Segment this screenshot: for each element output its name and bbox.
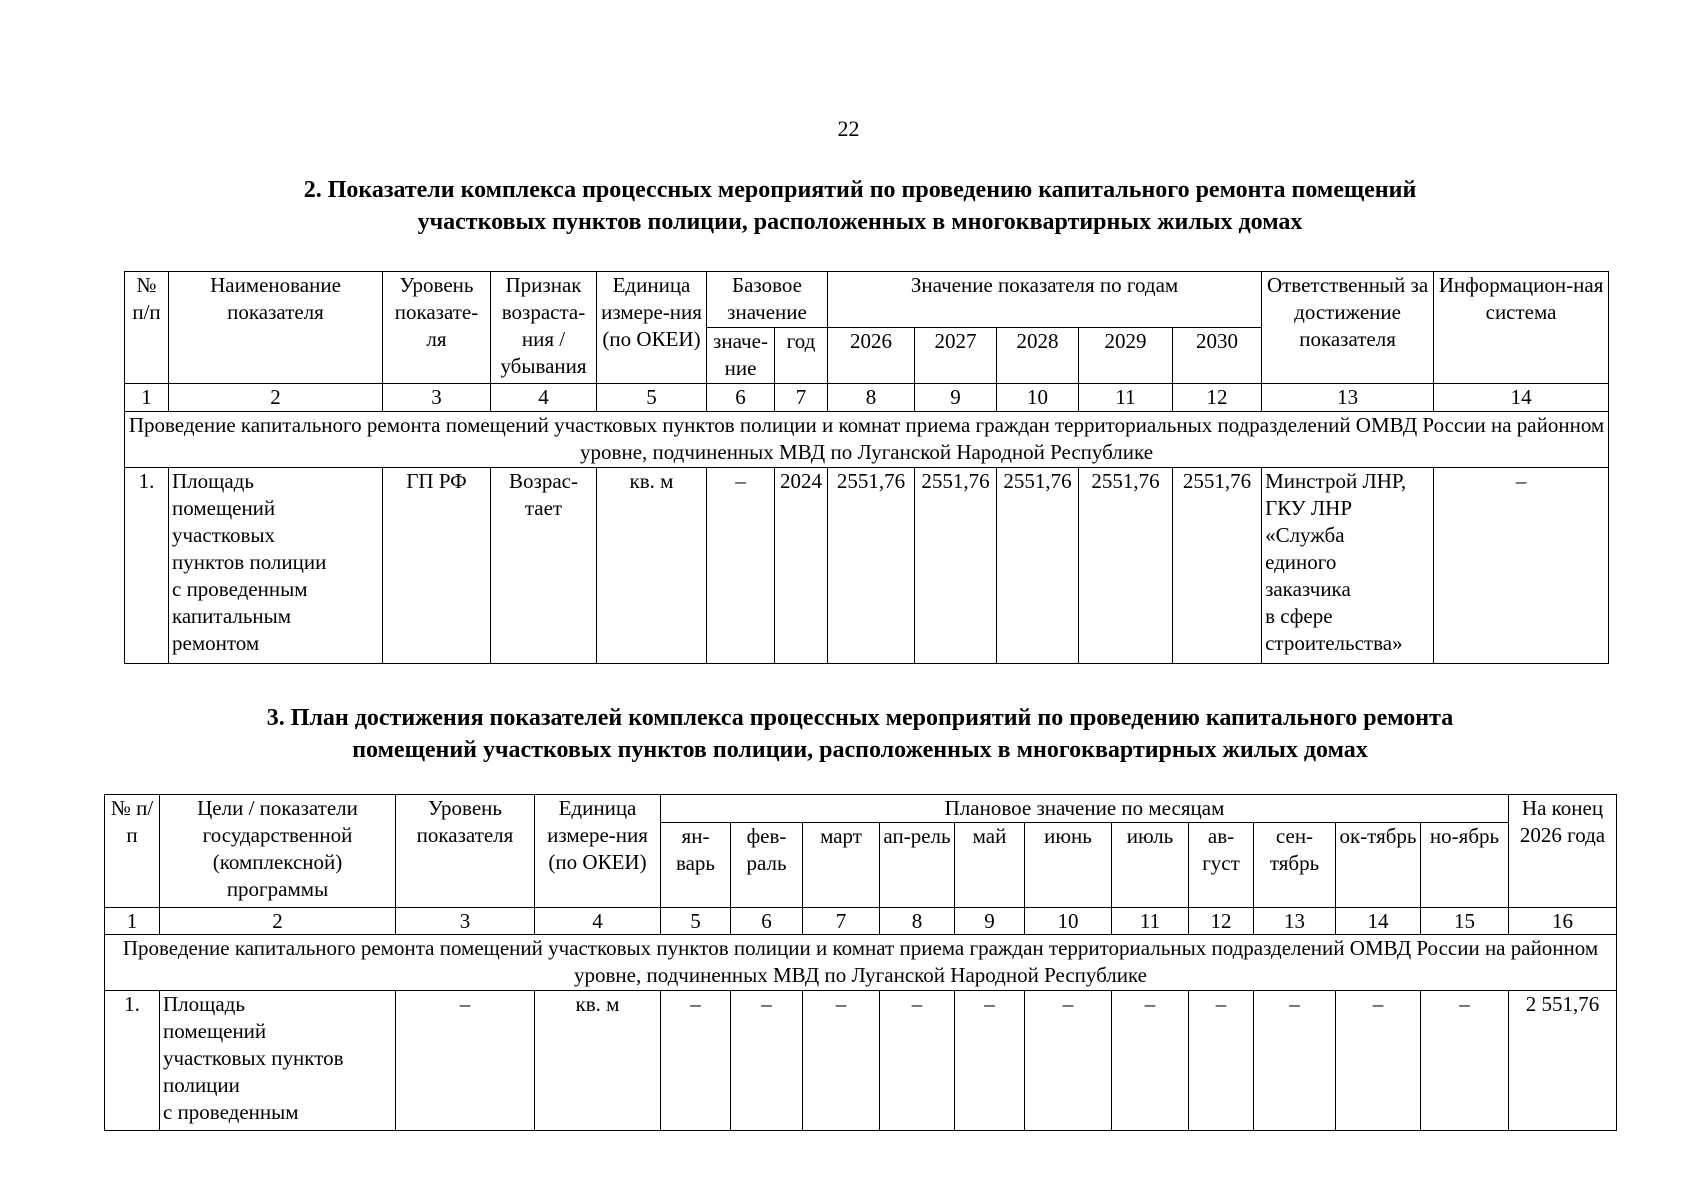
month-value: – xyxy=(1421,991,1509,1131)
year-value: 2551,76 xyxy=(1079,468,1173,664)
indicator-sign xyxy=(491,468,597,664)
header-year: 2026 xyxy=(828,328,915,384)
column-number: 6 xyxy=(707,384,775,412)
responsible-line: «Служба xyxy=(1265,523,1345,547)
header-month: сен-тябрь xyxy=(1254,823,1336,908)
month-value: – xyxy=(1112,991,1189,1131)
header-unit: Единица измере-ния (по ОКЕИ) xyxy=(597,272,707,384)
column-number: 5 xyxy=(597,384,707,412)
column-number: 6 xyxy=(731,908,803,935)
column-number: 14 xyxy=(1434,384,1609,412)
header-info-system: Информацион-ная система xyxy=(1434,272,1609,384)
header-month: фев-раль xyxy=(731,823,803,908)
section-2-title xyxy=(120,174,1600,238)
column-number: 5 xyxy=(661,908,731,935)
year-value: 2551,76 xyxy=(997,468,1079,664)
column-number: 12 xyxy=(1189,908,1254,935)
column-number: 4 xyxy=(535,908,661,935)
header-level: Уровень показателя xyxy=(396,795,535,908)
header-year: 2028 xyxy=(997,328,1079,384)
column-number: 10 xyxy=(997,384,1079,412)
section-2-title-line-1: 2. Показатели комплекса процессных мероприятий по проведению капитального ремонта помещений xyxy=(303,177,1417,203)
month-value: – xyxy=(661,991,731,1131)
section-3-title-line-1: 3. План достижения показателей комплекса процессных мероприятий по проведению капитального ремонта xyxy=(266,705,1454,731)
table-row xyxy=(105,991,1617,1131)
header-num: № п/п xyxy=(105,795,160,908)
column-number: 4 xyxy=(491,384,597,412)
column-number: 9 xyxy=(915,384,997,412)
responsible-line: единого xyxy=(1265,550,1337,574)
column-number: 12 xyxy=(1173,384,1262,412)
responsible-line: заказчика xyxy=(1265,577,1351,601)
table-row xyxy=(125,468,1609,664)
responsible-line: ГКУ ЛНР xyxy=(1265,496,1352,520)
header-month: июль xyxy=(1112,823,1189,908)
header-base-value: значе-ние xyxy=(707,328,775,384)
responsible-line: строительства» xyxy=(1265,631,1403,655)
responsible-line: Минстрой ЛНР, xyxy=(1265,469,1407,493)
indicator-name-line: помещений xyxy=(172,496,276,520)
header-base: Базовое значение xyxy=(707,272,828,328)
year-value: 2551,76 xyxy=(828,468,915,664)
indicator-name-line: участковых пунктов xyxy=(163,1046,344,1070)
header-name: Наименование показателя xyxy=(169,272,383,384)
header-month: май xyxy=(955,823,1025,908)
header-month: июнь xyxy=(1025,823,1112,908)
indicator-unit: кв. м xyxy=(535,991,661,1131)
indicator-name-line: капитальным xyxy=(172,604,292,628)
year-value: 2551,76 xyxy=(1173,468,1262,664)
month-value: – xyxy=(1254,991,1336,1131)
plan-table xyxy=(104,794,1617,1131)
indicator-name-line: ремонтом xyxy=(172,631,260,655)
column-number: 7 xyxy=(803,908,880,935)
month-value: – xyxy=(731,991,803,1131)
month-value: – xyxy=(1336,991,1421,1131)
page-number: 22 xyxy=(837,116,860,141)
header-sign: Признак возраста-ния / убывания xyxy=(491,272,597,384)
responsible xyxy=(1262,468,1434,664)
indicator-name xyxy=(169,468,383,664)
month-value: – xyxy=(803,991,880,1131)
header-num: № п/п xyxy=(125,272,169,384)
indicator-name xyxy=(160,991,396,1131)
header-unit: Единица измере-ния (по ОКЕИ) xyxy=(535,795,661,908)
info-system: – xyxy=(1434,468,1609,664)
indicator-name-line: полиции xyxy=(163,1073,240,1097)
indicator-level: – xyxy=(396,991,535,1131)
indicator-name-line: помещений xyxy=(163,1019,267,1043)
year-end-value: 2 551,76 xyxy=(1509,991,1617,1131)
header-year-end: На конец 2026 года xyxy=(1509,795,1617,908)
header-month: ян-варь xyxy=(661,823,731,908)
group-row: Проведение капитального ремонта помещений участковых пунктов полиции и комнат приема граждан территориальных подразделений ОМВД России на районном уровне, подчиненных МВД по Луганской Народной Республике xyxy=(125,412,1609,468)
indicator-sign-line: тает xyxy=(524,496,563,520)
column-number: 11 xyxy=(1079,384,1173,412)
row-num: 1. xyxy=(125,468,169,664)
header-month: март xyxy=(803,823,880,908)
indicator-level: ГП РФ xyxy=(383,468,491,664)
header-level: Уровень показате-ля xyxy=(383,272,491,384)
base-year: 2024 xyxy=(775,468,828,664)
month-value: – xyxy=(880,991,955,1131)
column-number: 10 xyxy=(1025,908,1112,935)
header-month: но-ябрь xyxy=(1421,823,1509,908)
section-3-title xyxy=(120,702,1600,766)
column-number: 1 xyxy=(105,908,160,935)
column-number: 15 xyxy=(1421,908,1509,935)
header-years-group: Значение показателя по годам xyxy=(828,272,1262,328)
header-month: ок-тябрь xyxy=(1336,823,1421,908)
column-number: 9 xyxy=(955,908,1025,935)
month-value: – xyxy=(1025,991,1112,1131)
column-number: 3 xyxy=(383,384,491,412)
group-row: Проведение капитального ремонта помещений участковых пунктов полиции и комнат приема граждан территориальных подразделений ОМВД России на районном уровне, подчиненных МВД по Луганской Народной Республике xyxy=(105,935,1617,991)
indicator-sign-line: Возрас- xyxy=(509,469,578,493)
section-3-title-line-2: помещений участковых пунктов полиции, расположенных в многоквартирных жилых домах xyxy=(352,737,1368,763)
column-number: 13 xyxy=(1262,384,1434,412)
indicators-table xyxy=(124,271,1609,664)
column-number: 3 xyxy=(396,908,535,935)
responsible-line: в сфере xyxy=(1265,604,1333,628)
month-value: – xyxy=(1189,991,1254,1131)
column-number: 13 xyxy=(1254,908,1336,935)
column-number: 2 xyxy=(160,908,396,935)
base-value: – xyxy=(707,468,775,664)
section-2-title-line-2: участковых пунктов полиции, расположенных в многоквартирных жилых домах xyxy=(417,209,1303,235)
indicator-name-line: участковых xyxy=(172,523,276,547)
year-value: 2551,76 xyxy=(915,468,997,664)
column-number: 14 xyxy=(1336,908,1421,935)
indicator-name-line: с проведенным xyxy=(163,1100,299,1124)
indicator-name-line: Площадь xyxy=(172,469,254,493)
column-number: 7 xyxy=(775,384,828,412)
indicator-name-line: пунктов полиции xyxy=(172,550,327,574)
column-number: 2 xyxy=(169,384,383,412)
column-number: 8 xyxy=(880,908,955,935)
header-months-group: Плановое значение по месяцам xyxy=(661,795,1509,823)
row-num: 1. xyxy=(105,991,160,1131)
header-responsible: Ответственный за достижение показателя xyxy=(1262,272,1434,384)
indicator-name-line: Площадь xyxy=(163,992,245,1016)
header-goal: Цели / показатели государственной (комплексной) программы xyxy=(160,795,396,908)
header-year: 2029 xyxy=(1079,328,1173,384)
column-number: 8 xyxy=(828,384,915,412)
column-number: 16 xyxy=(1509,908,1617,935)
header-month: ав-густ xyxy=(1189,823,1254,908)
column-number: 1 xyxy=(125,384,169,412)
header-year: 2030 xyxy=(1173,328,1262,384)
indicator-unit: кв. м xyxy=(597,468,707,664)
indicator-name-line: с проведенным xyxy=(172,577,308,601)
month-value: – xyxy=(955,991,1025,1131)
header-month: ап-рель xyxy=(880,823,955,908)
header-base-year: год xyxy=(775,328,828,384)
header-year: 2027 xyxy=(915,328,997,384)
column-number: 11 xyxy=(1112,908,1189,935)
